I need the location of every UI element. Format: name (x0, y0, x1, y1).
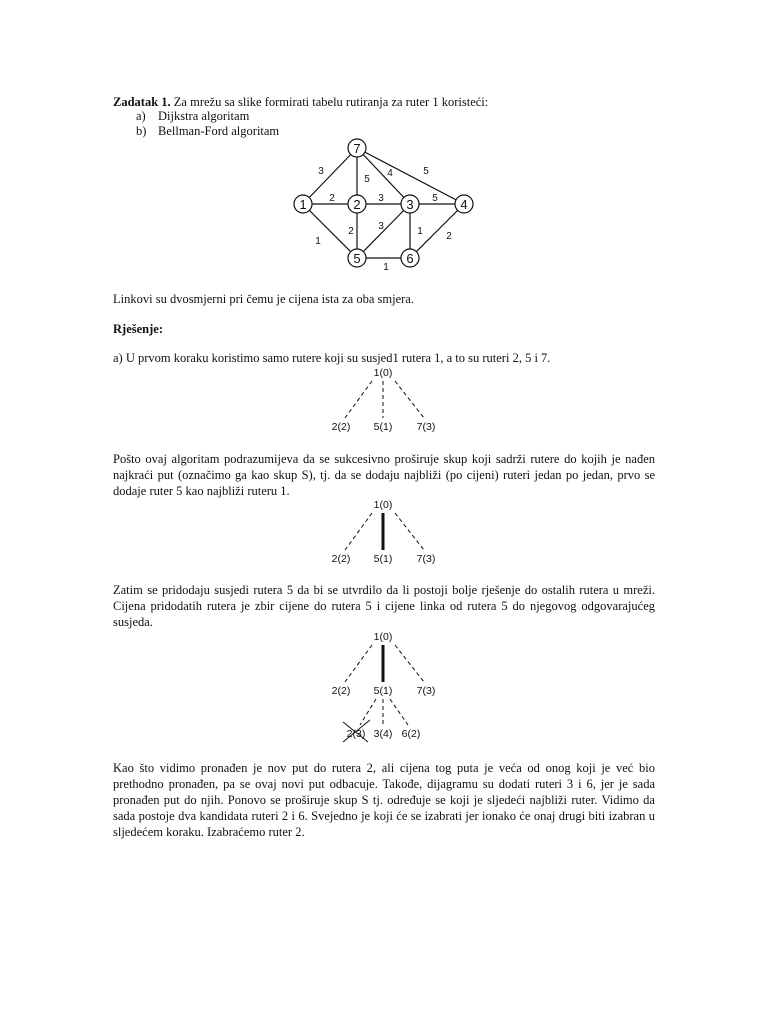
paragraph-2 (113, 451, 655, 499)
paragraph-4-line-4: sada postoje dva kandidata ruteri 2 i 6. Svejedno je koji će se izabrati jer ionako će onaj drugi biti izabran u (113, 809, 655, 823)
weight-2-5: 2 (348, 226, 354, 237)
step-a-text: a) U prvom koraku koristimo samo rutere koji su susjed1 rutera 1, a to su ruteri 2, 5 i 7. (113, 351, 551, 365)
task-item-b-text: Bellman-Ford algoritam (158, 124, 280, 138)
weight-3-6: 1 (417, 226, 423, 237)
task-item-a (136, 108, 250, 124)
tree2-root: 1(0) (373, 499, 393, 511)
tree3-root: 1(0) (373, 631, 393, 643)
paragraph-3 (113, 582, 655, 630)
node-5-label: 5 (353, 251, 361, 266)
tree3-grandchild-3: 3(4) (373, 728, 393, 740)
paragraph-3-line-3: susjeda. (113, 615, 153, 629)
weight-4-7: 5 (423, 166, 429, 177)
tree-diagram-1 (320, 364, 450, 436)
paragraph-4-line-1: Kao što vidimo pronađen je nov put do rutera 2, ali cijena tog puta je veća od onog koji je već bio (113, 761, 655, 775)
node-6-label: 6 (406, 251, 414, 266)
tree3-grandchild-6: 6(2) (401, 728, 421, 740)
solution-heading: Rješenje: (113, 322, 163, 336)
weight-4-6: 2 (446, 231, 452, 242)
tree1-child-7: 7(3) (416, 421, 436, 433)
node-2-label: 2 (353, 197, 361, 212)
paragraph-3-line-1: Zatim se pridodaju susjedi rutera 5 da bi se utvrdilo da li postoji bolje rješenje do ostalih rutera u mreži. (113, 583, 655, 597)
task-item-a-marker: a) (136, 109, 146, 123)
paragraph-2-line-3: dodaje ruter 5 kao najbliži ruteru 1. (113, 484, 290, 498)
tree2-edge-2 (345, 513, 372, 550)
paragraph-4-line-2: prethodno pronađen, pa se ovaj novi put odbacuje. Takođe, dijagramu su dodati ruteri 3 i 6, jer je sada (113, 777, 655, 791)
weight-3-5: 3 (378, 221, 384, 232)
node-7-label: 7 (353, 141, 361, 156)
bidirectional-note: Linkovi su dvosmjerni pri čemu je cijena ista za oba smjera. (113, 292, 414, 306)
task-label: Zadatak 1. (113, 95, 171, 109)
tree2-edge-7 (395, 513, 424, 550)
tree-diagram-3 (320, 628, 450, 744)
node-3-label: 3 (406, 197, 414, 212)
tree3-edge-2 (345, 645, 372, 682)
tree2-child-5: 5(1) (373, 553, 393, 565)
tree2-child-2: 2(2) (331, 553, 351, 565)
network-graph (280, 136, 490, 274)
task-item-b-marker: b) (136, 124, 147, 138)
tree1-edge-2 (345, 381, 372, 418)
task-item-b (136, 123, 280, 139)
tree-diagram-2 (320, 496, 450, 568)
tree3-child-5: 5(1) (373, 685, 393, 697)
paragraph-3-line-2: Cijena pridodatih rutera je zbir cijene do rutera 5 i cijene linka od rutera 5 do njegovog odgovarajućeg (113, 599, 655, 613)
task-item-a-text: Dijkstra algoritam (158, 109, 250, 123)
tree1-child-5: 5(1) (373, 421, 393, 433)
weight-2-7: 5 (364, 174, 370, 185)
weight-1-7: 3 (318, 166, 324, 177)
node-4-label: 4 (460, 197, 468, 212)
weight-1-5: 1 (315, 236, 321, 247)
weight-1-2: 2 (329, 193, 335, 204)
tree2-child-7: 7(3) (416, 553, 436, 565)
weight-5-6: 1 (383, 262, 389, 273)
paragraph-4 (113, 760, 655, 840)
tree3-edge-5-6 (390, 699, 408, 725)
tree3-edge-7 (395, 645, 424, 682)
paragraph-2-line-2: najkraći put (označimo ga kao skup S), tj. da se dodaju najbliži (po cijeni) ruteri jedan po jedan, prvo se (113, 468, 655, 482)
weight-3-7: 4 (387, 168, 393, 179)
weight-3-4: 5 (432, 193, 438, 204)
node-1-label: 1 (299, 197, 307, 212)
tree1-edge-7 (395, 381, 424, 418)
task-text: Za mrežu sa slike formirati tabelu rutiranja za ruter 1 koristeći: (170, 95, 489, 109)
weight-2-3: 3 (378, 193, 384, 204)
tree3-grandchild-2-rejected: 2(3) (346, 728, 366, 740)
tree3-child-2: 2(2) (331, 685, 351, 697)
paragraph-2-line-1: Pošto ovaj algoritam podrazumijeva da se sukcesivno proširuje skup koji sadrži rutere do kojih je nađen (113, 452, 655, 466)
paragraph-4-line-5: sljedećem koraku. Izabraćemo ruter 2. (113, 825, 305, 839)
tree3-child-7: 7(3) (416, 685, 436, 697)
paragraph-4-line-3: pronađen put do njih. Ponovo se proširuje skup S tj. određuje se koji je sljedeći najbliži ruter. Vidimo da (113, 793, 655, 807)
tree1-child-2: 2(2) (331, 421, 351, 433)
tree1-root: 1(0) (373, 367, 393, 379)
